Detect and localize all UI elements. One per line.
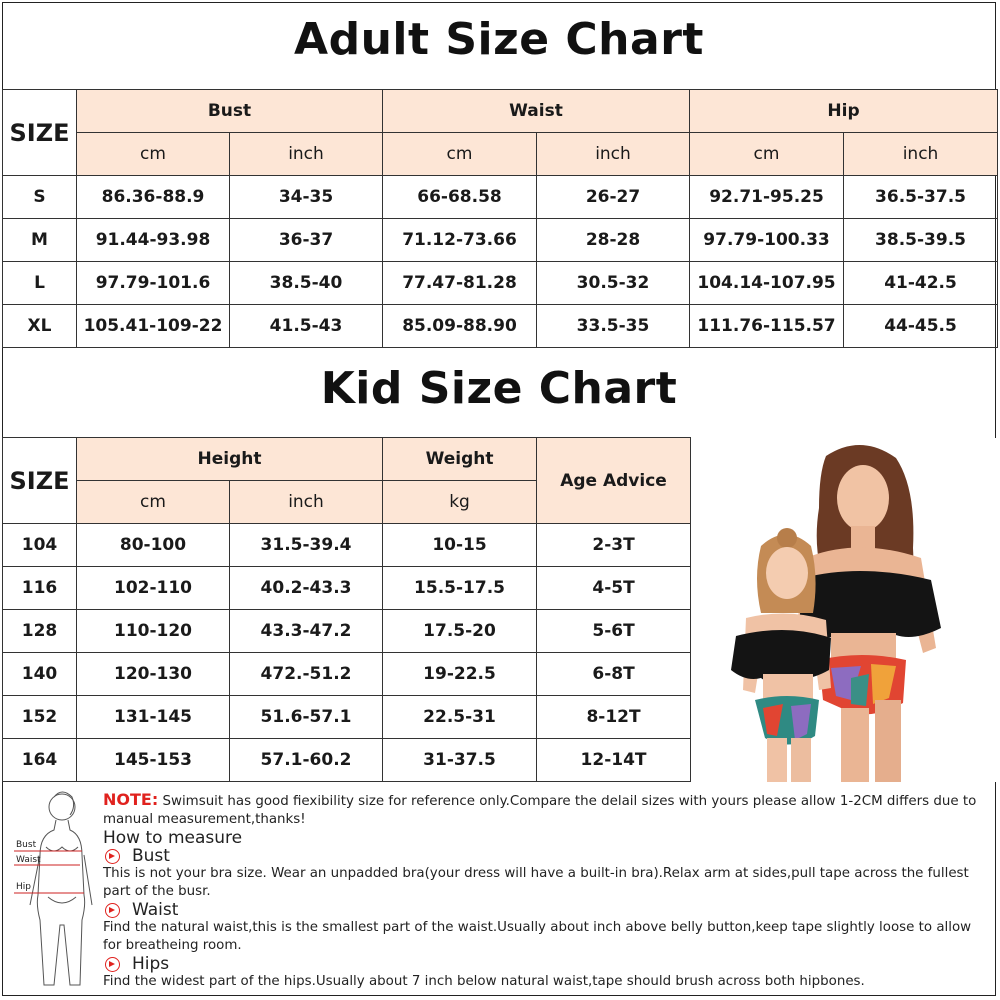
value-cell: 38.5-40 <box>230 262 383 305</box>
adult-hip-header: Hip <box>690 90 998 133</box>
unit-header: inch <box>844 133 998 176</box>
waist-instructions: Find the natural waist,this is the smallest part of the waist.Usually about inch above belly button,keep tape slightly loose to allow for breatheing room. <box>103 920 972 953</box>
table-row <box>3 176 998 219</box>
value-cell: 33.5-35 <box>537 305 690 348</box>
size-cell: L <box>3 262 77 305</box>
adult-waist-header: Waist <box>383 90 690 133</box>
value-cell: 131-145 <box>77 696 230 739</box>
value-cell: 34-35 <box>230 176 383 219</box>
value-cell: 12-14T <box>537 739 691 782</box>
value-cell: 19-22.5 <box>383 653 537 696</box>
size-cell: 116 <box>3 567 77 610</box>
value-cell: 15.5-17.5 <box>383 567 537 610</box>
how-to-measure-heading: How to measure <box>103 828 243 848</box>
figure-label-hip: Hip <box>16 882 31 892</box>
body-measure-figure <box>10 785 100 995</box>
unit-header: inch <box>230 133 383 176</box>
kid-size-header: SIZE <box>3 438 77 524</box>
unit-header: inch <box>537 133 690 176</box>
table-row <box>3 262 998 305</box>
value-cell: 120-130 <box>77 653 230 696</box>
value-cell: 31-37.5 <box>383 739 537 782</box>
figure-label-bust: Bust <box>16 840 37 850</box>
size-cell: M <box>3 219 77 262</box>
value-cell: 86.36-88.9 <box>77 176 230 219</box>
arrow-right-icon <box>105 903 120 918</box>
kid-weight-header: Weight <box>383 438 537 481</box>
table-row <box>3 739 691 782</box>
value-cell: 41.5-43 <box>230 305 383 348</box>
value-cell: 17.5-20 <box>383 610 537 653</box>
value-cell: 104.14-107.95 <box>690 262 844 305</box>
size-cell: 128 <box>3 610 77 653</box>
note-label: NOTE: <box>103 790 159 809</box>
table-row <box>3 305 998 348</box>
waist-section-heading <box>105 901 993 919</box>
value-cell: 145-153 <box>77 739 230 782</box>
value-cell: 6-8T <box>537 653 691 696</box>
value-cell: 66-68.58 <box>383 176 537 219</box>
bust-instructions: This is not your bra size. Wear an unpadded bra(your dress will have a built-in bra).Relax arm at sides,pull tape across the fullest part of the busr. <box>103 866 969 899</box>
value-cell: 22.5-31 <box>383 696 537 739</box>
value-cell: 97.79-100.33 <box>690 219 844 262</box>
table-row <box>3 219 998 262</box>
arrow-right-icon <box>105 957 120 972</box>
hips-instructions: Find the widest part of the hips.Usually about 7 inch below natural waist,tape should brush across both hipbones. <box>103 974 865 989</box>
value-cell: 111.76-115.57 <box>690 305 844 348</box>
value-cell: 36.5-37.5 <box>844 176 998 219</box>
size-cell: S <box>3 176 77 219</box>
value-cell: 4-5T <box>537 567 691 610</box>
value-cell: 41-42.5 <box>844 262 998 305</box>
hips-section-heading <box>105 955 993 973</box>
bust-heading-label: Bust <box>132 846 170 866</box>
value-cell: 57.1-60.2 <box>230 739 383 782</box>
adult-size-header: SIZE <box>3 90 77 176</box>
adult-chart-title: Adult Size Chart <box>294 14 704 65</box>
unit-header: cm <box>77 481 230 524</box>
measure-note-section <box>2 783 996 996</box>
value-cell: 71.12-73.66 <box>383 219 537 262</box>
note-paragraph <box>103 791 993 829</box>
value-cell: 51.6-57.1 <box>230 696 383 739</box>
adult-size-table <box>2 89 998 348</box>
value-cell: 10-15 <box>383 524 537 567</box>
value-cell: 77.47-81.28 <box>383 262 537 305</box>
table-row <box>3 610 691 653</box>
unit-header: cm <box>383 133 537 176</box>
bust-section-heading <box>105 847 993 865</box>
waist-heading-label: Waist <box>132 900 179 920</box>
value-cell: 26-27 <box>537 176 690 219</box>
value-cell: 91.44-93.98 <box>77 219 230 262</box>
note-text: Swimsuit has good fiexibility size for reference only.Compare the delail sizes with yours please allow 1-2CM differs due to manual measurement,thanks! <box>103 794 977 827</box>
unit-header: cm <box>690 133 844 176</box>
value-cell: 31.5-39.4 <box>230 524 383 567</box>
kid-chart-title: Kid Size Chart <box>320 363 678 414</box>
table-row <box>3 653 691 696</box>
arrow-right-icon <box>105 849 120 864</box>
value-cell: 92.71-95.25 <box>690 176 844 219</box>
value-cell: 8-12T <box>537 696 691 739</box>
size-cell: XL <box>3 305 77 348</box>
figure-label-waist: Waist <box>16 855 41 865</box>
value-cell: 44-45.5 <box>844 305 998 348</box>
kid-height-header: Height <box>77 438 383 481</box>
unit-header: kg <box>383 481 537 524</box>
kid-size-table <box>2 437 691 782</box>
value-cell: 472.-51.2 <box>230 653 383 696</box>
size-cell: 104 <box>3 524 77 567</box>
value-cell: 28-28 <box>537 219 690 262</box>
value-cell: 36-37 <box>230 219 383 262</box>
size-cell: 152 <box>3 696 77 739</box>
value-cell: 105.41-109-22 <box>77 305 230 348</box>
size-cell: 164 <box>3 739 77 782</box>
adult-bust-header: Bust <box>77 90 383 133</box>
table-row <box>3 696 691 739</box>
size-cell: 140 <box>3 653 77 696</box>
value-cell: 38.5-39.5 <box>844 219 998 262</box>
value-cell: 110-120 <box>77 610 230 653</box>
table-row <box>3 524 691 567</box>
value-cell: 97.79-101.6 <box>77 262 230 305</box>
table-row <box>3 567 691 610</box>
value-cell: 5-6T <box>537 610 691 653</box>
value-cell: 102-110 <box>77 567 230 610</box>
value-cell: 80-100 <box>77 524 230 567</box>
hips-heading-label: Hips <box>132 954 170 974</box>
value-cell: 40.2-43.3 <box>230 567 383 610</box>
value-cell: 30.5-32 <box>537 262 690 305</box>
unit-header: inch <box>230 481 383 524</box>
value-cell: 85.09-88.90 <box>383 305 537 348</box>
unit-header: cm <box>77 133 230 176</box>
kid-age-header: Age Advice <box>537 438 691 524</box>
value-cell: 43.3-47.2 <box>230 610 383 653</box>
value-cell: 2-3T <box>537 524 691 567</box>
model-photo <box>691 438 996 782</box>
